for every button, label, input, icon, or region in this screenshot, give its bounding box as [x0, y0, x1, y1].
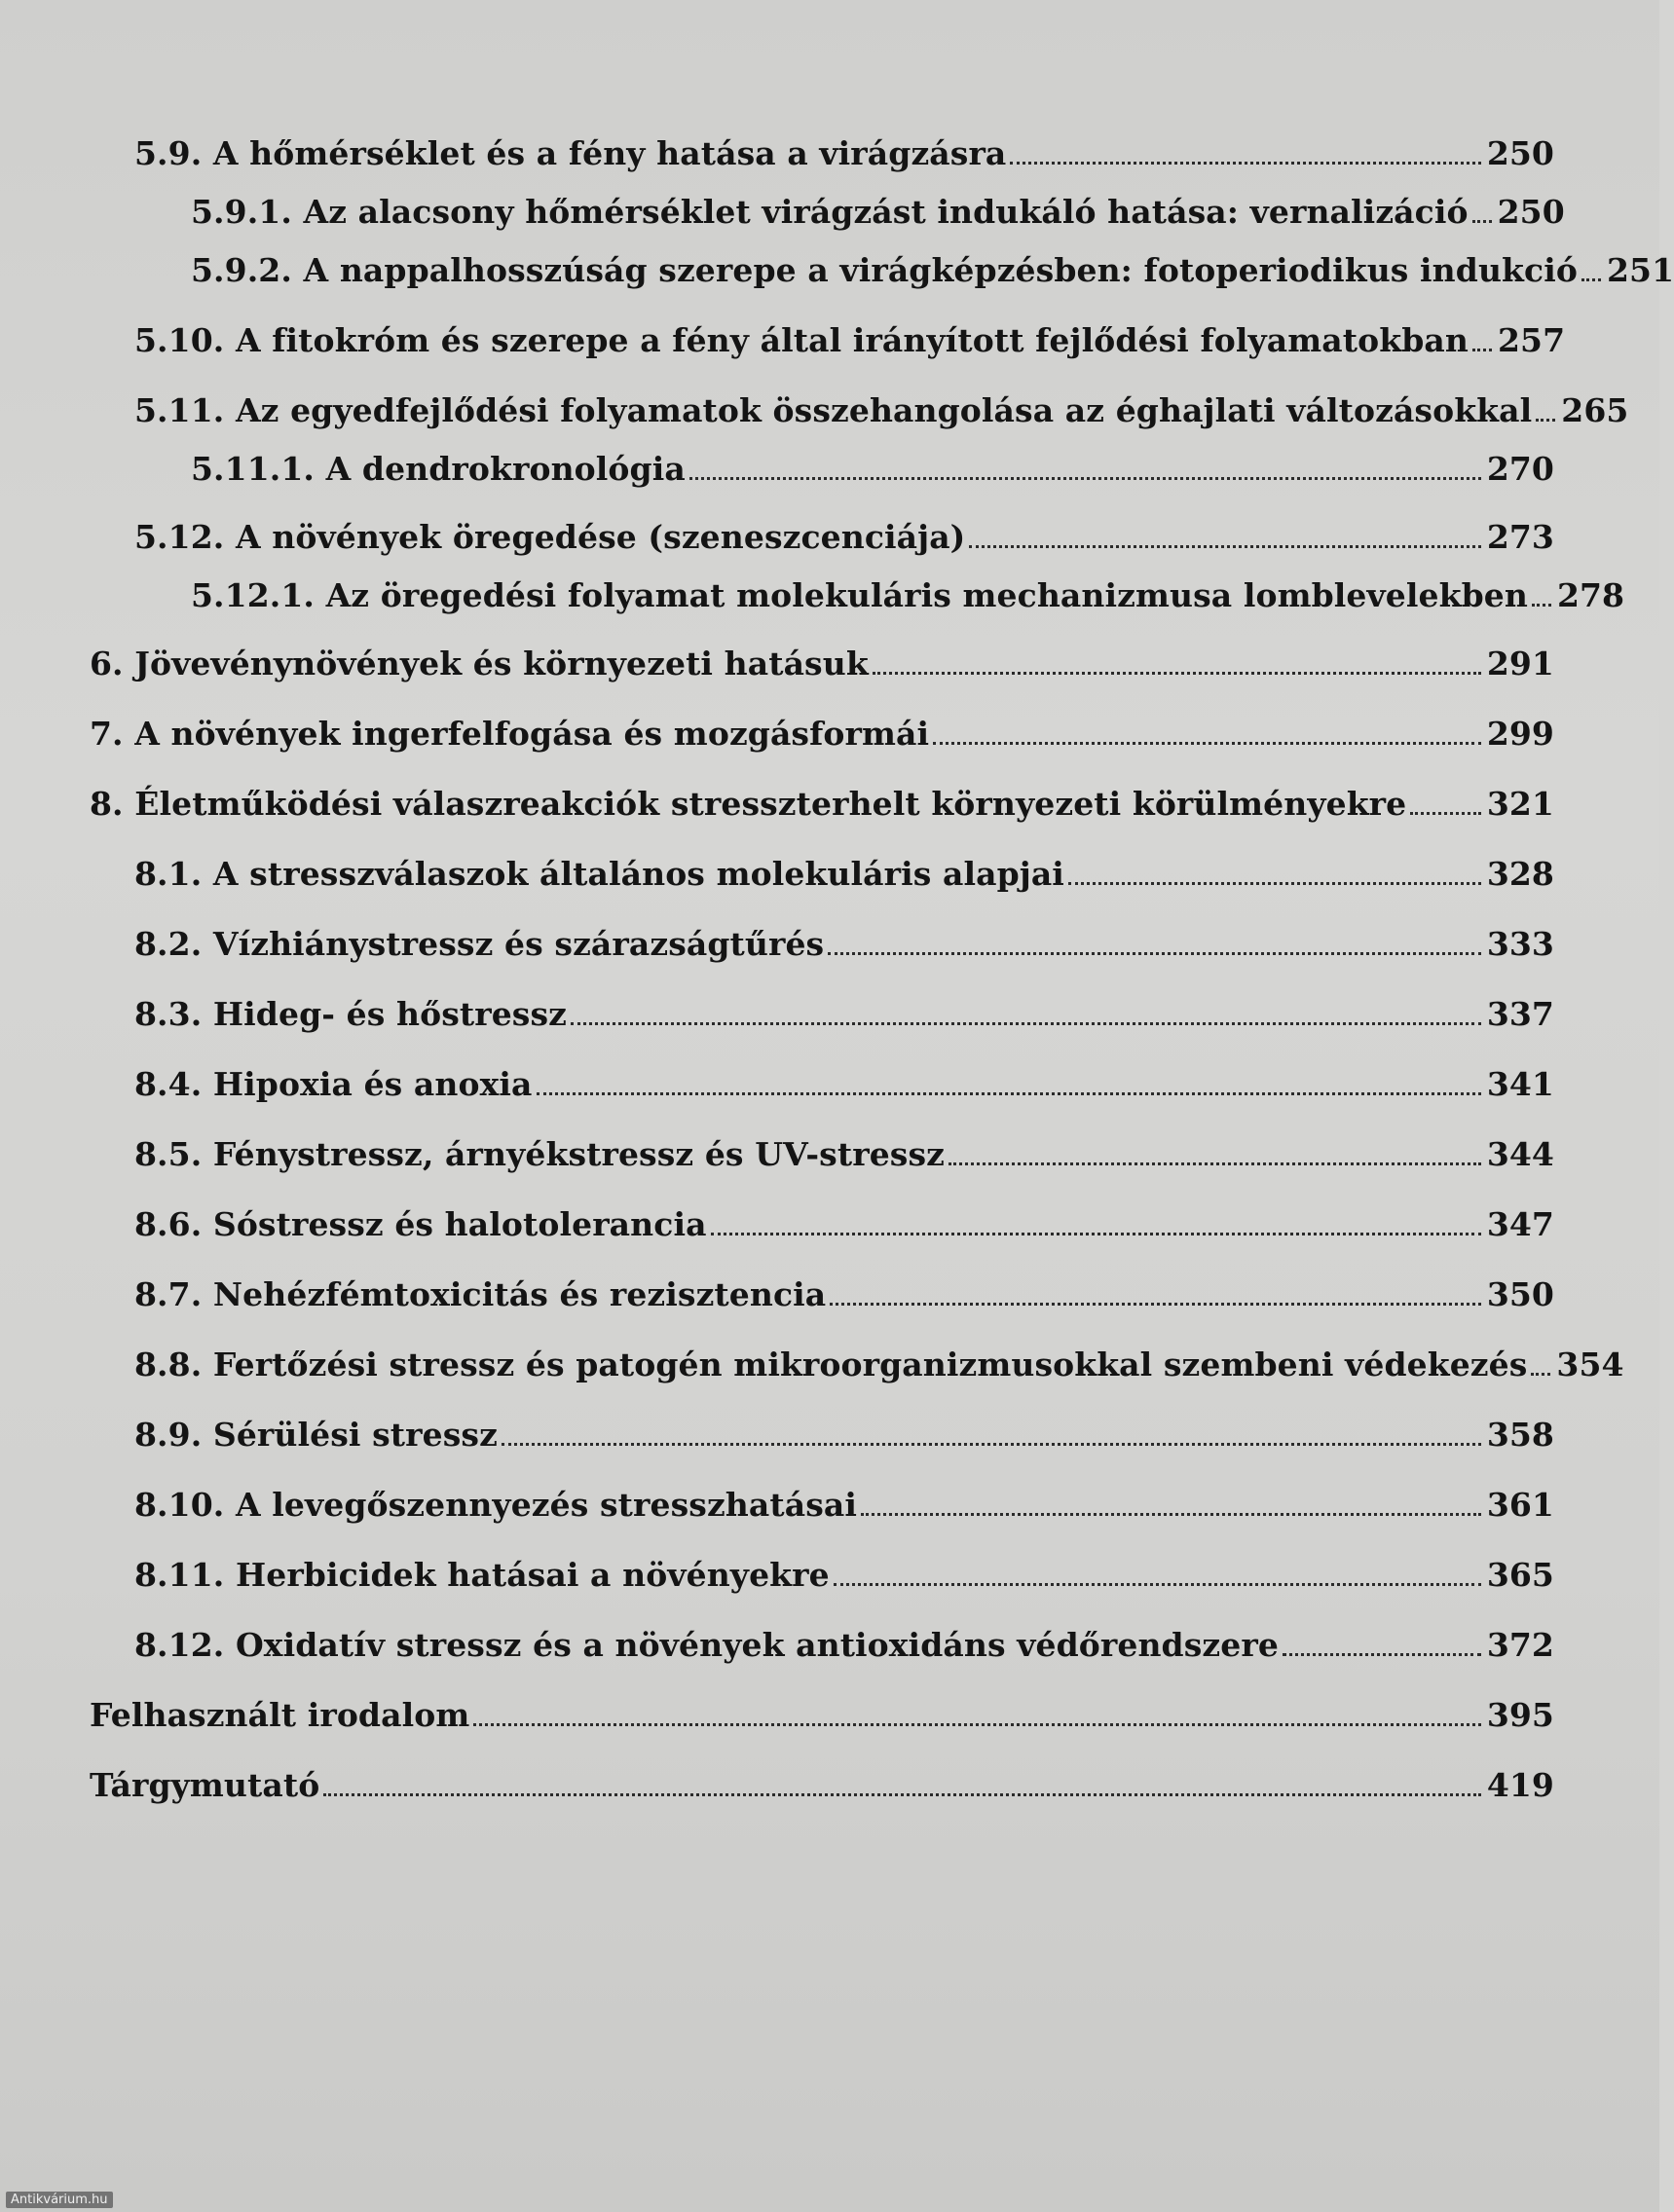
toc-entry	[191, 576, 1625, 627]
toc-entry-title: 5.9. A hőmérséklet és a fény hatása a virágzásra	[134, 134, 1007, 172]
toc-entry-title: 5.11. Az egyedfejlődési folyamatok összehangolása az éghajlati változásokkal	[134, 391, 1533, 429]
toc-page-number: 250	[1486, 134, 1554, 172]
toc-page-number: 250	[1497, 193, 1565, 231]
dot-leader	[1410, 812, 1481, 815]
toc-page-number: 270	[1486, 450, 1554, 488]
dot-leader	[1010, 162, 1480, 165]
dot-leader	[1531, 1373, 1550, 1376]
toc-page-number: 365	[1486, 1556, 1554, 1594]
toc-entry	[134, 995, 1554, 1046]
dot-leader	[933, 742, 1481, 745]
dot-leader	[1472, 349, 1492, 351]
dot-leader	[1472, 220, 1492, 223]
toc-entry-title: 5.10. A fitokróm és szerepe a fény által irányított fejlődési folyamatokban	[134, 321, 1469, 359]
toc-entry	[134, 1626, 1554, 1677]
toc-entry-title: 8.2. Vízhiánystressz és szárazságtűrés	[134, 925, 825, 963]
toc-page-number: 358	[1486, 1416, 1554, 1454]
dot-leader	[323, 1793, 1481, 1796]
toc-entry	[191, 193, 1565, 243]
toc-entry-title: 8.11. Herbicidek hatásai a növényekre	[134, 1556, 830, 1594]
toc-entry-title: 5.9.2. A nappalhosszúság szerepe a virágképzésben: fotoperiodikus indukció	[191, 251, 1578, 289]
toc-entry	[90, 785, 1554, 835]
toc-page-number: 278	[1556, 576, 1625, 614]
toc-entry	[191, 450, 1554, 500]
toc-entry-title: 8.3. Hideg- és hőstressz	[134, 995, 568, 1033]
dot-leader	[1532, 604, 1551, 607]
toc-page-number: 350	[1486, 1275, 1554, 1313]
toc-entry-title: 6. Jövevénynövények és környezeti hatásuk	[90, 645, 869, 682]
toc-entry	[134, 855, 1554, 905]
toc-page-number: 361	[1486, 1486, 1554, 1524]
toc-entry	[134, 1486, 1554, 1536]
toc-entry-title: 8.1. A stresszválaszok általános molekuláris alapjai	[134, 855, 1064, 893]
toc-page-number: 265	[1561, 391, 1629, 429]
toc-page-number: 328	[1486, 855, 1554, 893]
toc-entry-title: 8.8. Fertőzési stressz és patogén mikroorganizmusokkal szembeni védekezés	[134, 1346, 1528, 1383]
toc-entry-title: 8.4. Hipoxia és anoxia	[134, 1065, 533, 1103]
dot-leader	[711, 1233, 1481, 1235]
toc-entry	[134, 518, 1554, 569]
toc-entry	[134, 134, 1554, 185]
toc-entry-title: 8.5. Fénystressz, árnyékstressz és UV-stressz	[134, 1135, 945, 1173]
toc-page-number: 337	[1486, 995, 1554, 1033]
toc-entry	[134, 1065, 1554, 1116]
toc-entry	[134, 321, 1566, 372]
toc-entry	[134, 391, 1629, 442]
dot-leader	[861, 1513, 1481, 1516]
toc-page-number: 395	[1486, 1696, 1554, 1734]
toc-entry-title: 5.11.1. A dendrokronológia	[191, 450, 686, 488]
dot-leader	[571, 1022, 1481, 1025]
dot-leader	[830, 1303, 1481, 1306]
toc-page-number: 257	[1497, 321, 1566, 359]
toc-entry-title: 7. A növények ingerfelfogása és mozgásformái	[90, 715, 930, 753]
toc-entry	[134, 1135, 1554, 1186]
dot-leader	[1283, 1653, 1481, 1656]
toc-page-number: 321	[1486, 785, 1554, 823]
toc-entry-title: Felhasznált irodalom	[90, 1696, 470, 1734]
toc-entry-title: 8.7. Nehézfémtoxicitás és rezisztencia	[134, 1275, 827, 1313]
toc-entry	[90, 1696, 1554, 1747]
toc-page-number: 344	[1486, 1135, 1554, 1173]
toc-page-number: 273	[1486, 518, 1554, 556]
toc-entry-title: 8. Életműködési válaszreakciók stresszterhelt környezeti körülményekre	[90, 785, 1407, 823]
toc-page-number: 341	[1486, 1065, 1554, 1103]
watermark-label: Antikvárium.hu	[6, 2192, 113, 2208]
toc-entry	[90, 1766, 1554, 1817]
toc-page-number: 354	[1556, 1346, 1624, 1383]
dot-leader	[1536, 419, 1555, 422]
dot-leader	[473, 1723, 1480, 1726]
toc-entry	[134, 1346, 1624, 1396]
dot-leader	[834, 1583, 1481, 1586]
toc-page-number: 333	[1486, 925, 1554, 963]
dot-leader	[1581, 278, 1601, 281]
toc-page-number: 419	[1486, 1766, 1554, 1804]
toc-entry	[134, 1205, 1554, 1256]
dot-leader	[537, 1092, 1481, 1095]
toc-entry-title: 5.12.1. Az öregedési folyamat molekuláris mechanizmusa lomblevelekben	[191, 576, 1528, 614]
dot-leader	[949, 1162, 1481, 1165]
toc-page-number: 291	[1486, 645, 1554, 682]
toc-entry	[134, 1556, 1554, 1606]
toc-entry-title: 8.12. Oxidatív stressz és a növények antioxidáns védőrendszere	[134, 1626, 1279, 1664]
toc-entry-title: 5.12. A növények öregedése (szeneszcenciája)	[134, 518, 966, 556]
toc-entry	[191, 251, 1674, 302]
toc-entry-title: 8.10. A levegőszennyezés stresszhatásai	[134, 1486, 858, 1524]
toc-page-number: 251	[1606, 251, 1674, 289]
toc-entry	[134, 1275, 1554, 1326]
dot-leader	[1068, 882, 1481, 885]
toc-entry	[134, 925, 1554, 976]
toc-entry-title: 8.6. Sóstressz és halotolerancia	[134, 1205, 707, 1243]
dot-leader	[828, 952, 1481, 955]
dot-leader	[689, 477, 1481, 480]
dot-leader	[873, 672, 1481, 675]
dot-leader	[502, 1443, 1481, 1446]
dot-leader	[969, 545, 1480, 548]
toc-page-number: 372	[1486, 1626, 1554, 1664]
toc-page-number: 299	[1486, 715, 1554, 753]
toc-entry-title: 8.9. Sérülési stressz	[134, 1416, 498, 1454]
toc-entry	[90, 715, 1554, 765]
toc-entry-title: 5.9.1. Az alacsony hőmérséklet virágzást indukáló hatása: vernalizáció	[191, 193, 1469, 231]
toc-entry-title: Tárgymutató	[90, 1766, 320, 1804]
toc-entry	[90, 645, 1554, 695]
toc-entry	[134, 1416, 1554, 1466]
toc-page-number: 347	[1486, 1205, 1554, 1243]
